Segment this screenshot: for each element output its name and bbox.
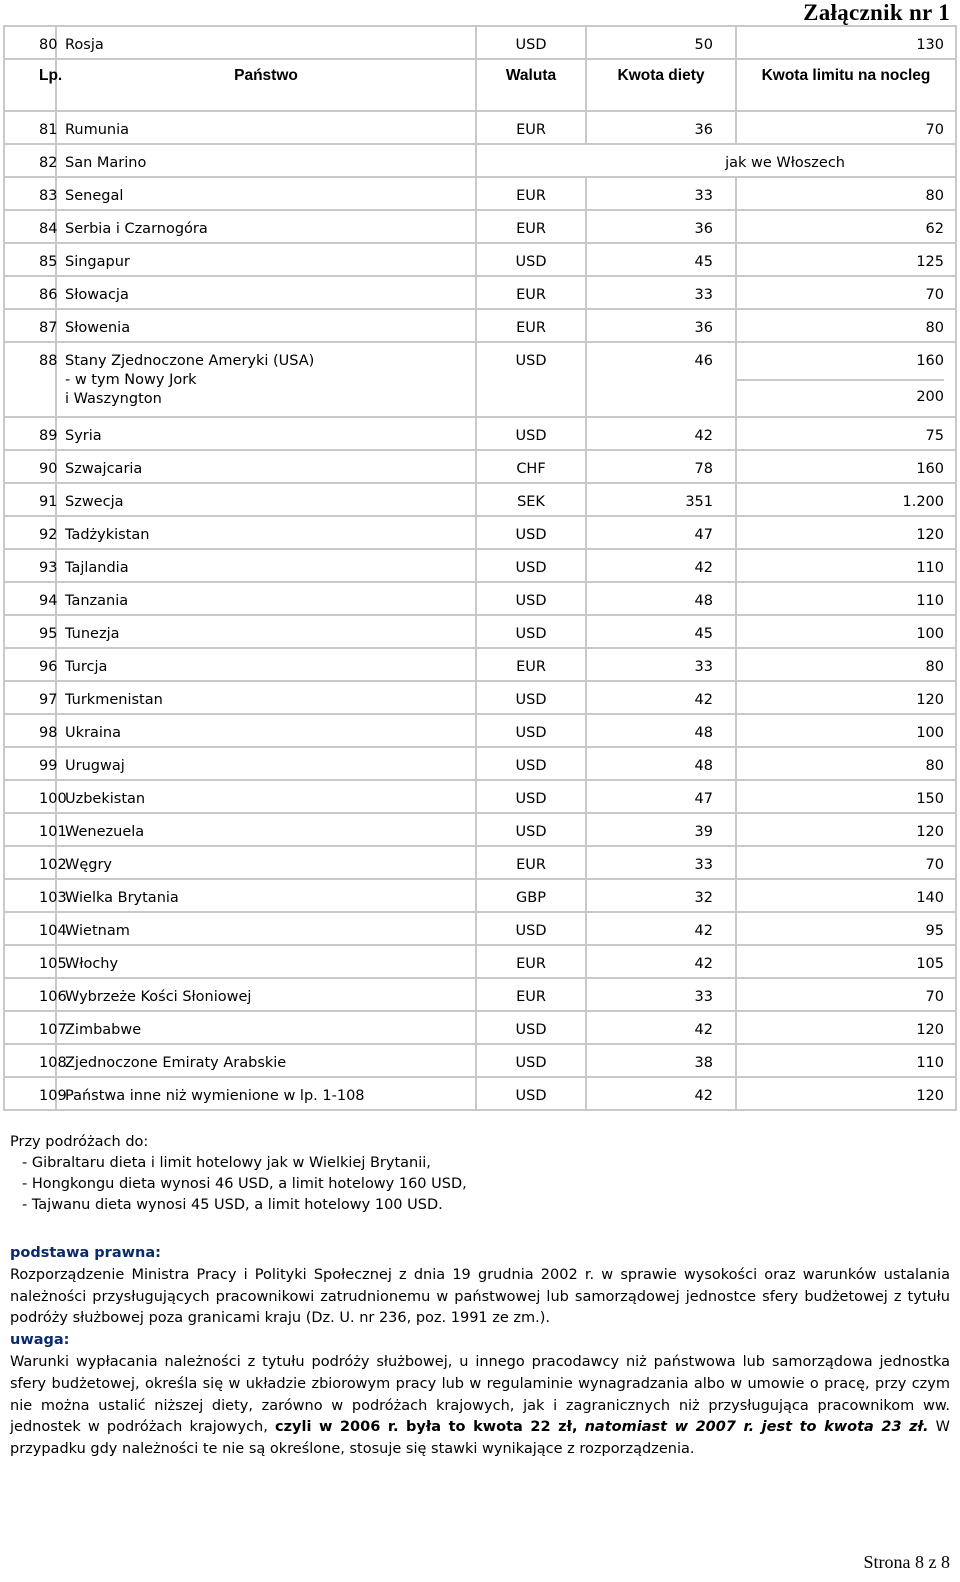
cell-diet: 33 bbox=[586, 846, 736, 879]
cell-limit: 120 bbox=[736, 1077, 956, 1110]
cell-diet: 351 bbox=[586, 483, 736, 516]
cell-lp: 87 bbox=[4, 309, 56, 342]
cell-diet: 36 bbox=[586, 210, 736, 243]
cell-country: Wielka Brytania bbox=[56, 879, 476, 912]
cell-lp: 92 bbox=[4, 516, 56, 549]
cell-limit: 100 bbox=[736, 714, 956, 747]
cell-country: Turkmenistan bbox=[56, 681, 476, 714]
cell-diet: 33 bbox=[586, 648, 736, 681]
cell-currency: GBP bbox=[476, 879, 586, 912]
cell-limit: 120 bbox=[736, 681, 956, 714]
table-row bbox=[4, 813, 956, 846]
table-row bbox=[4, 483, 956, 516]
cell-limit: 120 bbox=[736, 1011, 956, 1044]
cell-country: Uzbekistan bbox=[56, 780, 476, 813]
cell-country: Senegal bbox=[56, 177, 476, 210]
table-row-usa: 88 Stany Zjednoczone Ameryki (USA) - w tym Nowy Jork i Waszyngton USD 46 160 200 bbox=[4, 342, 956, 417]
cell-diet: 47 bbox=[586, 780, 736, 813]
allowance-table bbox=[3, 25, 957, 1111]
cell-lp: 96 bbox=[4, 648, 56, 681]
cell-lp: 105 bbox=[4, 945, 56, 978]
legal-section bbox=[10, 1243, 950, 1461]
cell-diet: 42 bbox=[586, 549, 736, 582]
cell-currency: USD bbox=[476, 549, 586, 582]
cell-country: Zjednoczone Emiraty Arabskie bbox=[56, 1044, 476, 1077]
cell-limit: 62 bbox=[736, 210, 956, 243]
cell-currency: CHF bbox=[476, 450, 586, 483]
cell-currency: EUR bbox=[476, 210, 586, 243]
cell-country: Zimbabwe bbox=[56, 1011, 476, 1044]
cell-limit: 110 bbox=[736, 1044, 956, 1077]
cell-diet: 47 bbox=[586, 516, 736, 549]
cell-lp: 104 bbox=[4, 912, 56, 945]
cell-diet: 42 bbox=[586, 681, 736, 714]
table-row bbox=[4, 210, 956, 243]
cell-country: Tunezja bbox=[56, 615, 476, 648]
table-row-san-marino: 82 San Marino jak we Włoszech bbox=[4, 144, 956, 177]
table-header-row bbox=[4, 59, 956, 111]
cell-limit: 70 bbox=[736, 276, 956, 309]
cell-lp: 103 bbox=[4, 879, 56, 912]
cell-country: Słowacja bbox=[56, 276, 476, 309]
cell-diet: 45 bbox=[586, 243, 736, 276]
table-row bbox=[4, 417, 956, 450]
cell-country: Tajlandia bbox=[56, 549, 476, 582]
usa-country: Stany Zjednoczone Ameryki (USA) bbox=[65, 353, 315, 369]
cell-diet: 39 bbox=[586, 813, 736, 846]
cell-currency: EUR bbox=[476, 945, 586, 978]
page-number: Strona 8 z 8 bbox=[863, 1552, 950, 1572]
header-lp: Lp. bbox=[4, 59, 56, 111]
header-country: Państwo bbox=[56, 59, 476, 111]
cell-limit: 140 bbox=[736, 879, 956, 912]
note-item: - Tajwanu dieta wynosi 45 USD, a limit hotelowy 100 USD. bbox=[22, 1197, 443, 1213]
cell-limit: 125 bbox=[736, 243, 956, 276]
cell-country: Ukraina bbox=[56, 714, 476, 747]
legal-basis-text: Rozporządzenie Ministra Pracy i Polityki Społecznej z dnia 19 grudnia 2002 r. w sprawie wysokości oraz warunków ustalania należności przysługujących pracownikowi zatrudnionemu w państwowej lub samorządowej jednostce sfery budżetowej z tytułu podróży służbowej poza granicami kraju (Dz. U. nr 236, poz. 1991 ze zm.). bbox=[10, 1266, 950, 1327]
cell-limit: 120 bbox=[736, 813, 956, 846]
cell-limit: 80 bbox=[736, 648, 956, 681]
cell-diet: 33 bbox=[586, 978, 736, 1011]
table-row bbox=[4, 177, 956, 210]
cell-limit: 70 bbox=[736, 846, 956, 879]
cell-currency: EUR bbox=[476, 276, 586, 309]
cell-diet: 48 bbox=[586, 747, 736, 780]
cell-limit: 110 bbox=[736, 582, 956, 615]
rows-group-b bbox=[4, 177, 956, 342]
cell-diet: 48 bbox=[586, 714, 736, 747]
cell-diet: 42 bbox=[586, 1077, 736, 1110]
cell-limit: 120 bbox=[736, 516, 956, 549]
cell-currency: USD bbox=[476, 615, 586, 648]
cell-country: Wybrzeże Kości Słoniowej bbox=[56, 978, 476, 1011]
cell-country: Urugwaj bbox=[56, 747, 476, 780]
table-row bbox=[4, 780, 956, 813]
header-diet: Kwota diety bbox=[586, 59, 736, 111]
note-label: uwaga: bbox=[10, 1332, 70, 1349]
cell-country: Szwajcaria bbox=[56, 450, 476, 483]
cell-country: Wenezuela bbox=[56, 813, 476, 846]
notes-intro: Przy podróżach do: bbox=[10, 1134, 149, 1150]
cell-limit: 75 bbox=[736, 417, 956, 450]
cell-diet: 42 bbox=[586, 417, 736, 450]
table-row bbox=[4, 714, 956, 747]
cell-lp: 95 bbox=[4, 615, 56, 648]
cell-currency: USD bbox=[476, 516, 586, 549]
cell-lp: 102 bbox=[4, 846, 56, 879]
cell-currency: USD bbox=[476, 813, 586, 846]
table-row bbox=[4, 648, 956, 681]
cell-lp: 85 bbox=[4, 243, 56, 276]
cell-lp: 100 bbox=[4, 780, 56, 813]
cell-limit: 100 bbox=[736, 615, 956, 648]
cell-limit: 105 bbox=[736, 945, 956, 978]
note-paragraph: Warunki wypłacania należności z tytułu podróży służbowej, u innego pracodawcy niż państwowa lub samorządowa jednostka sfery budżetowej, określa się w układzie zbiorowym pracy lub w regulaminie wynagradzania albo w umowie o pracę, przy czym nie można ustalić niższej diety, zarówno w podróżach krajowych, jak i zagranicznych niż przysługująca pracownikom ww. jednostek w podróżach krajowych, czyli w 2006 r. była to kwota 22 zł, natomiast w 2007 r. jest to kwota 23 zł. W przypadku gdy należności te nie są określone, stosuje się stawki wynikające z rozporządzenia. bbox=[10, 1353, 950, 1458]
table-row bbox=[4, 582, 956, 615]
table-row bbox=[4, 846, 956, 879]
cell-currency: USD bbox=[476, 681, 586, 714]
cell-country: Szwecja bbox=[56, 483, 476, 516]
cell-diet: 78 bbox=[586, 450, 736, 483]
cell-country: Włochy bbox=[56, 945, 476, 978]
table-row bbox=[4, 747, 956, 780]
cell-diet: 48 bbox=[586, 582, 736, 615]
cell-currency: EUR bbox=[476, 648, 586, 681]
cell-currency: USD bbox=[476, 582, 586, 615]
usa-sub-2: i Waszyngton bbox=[65, 391, 162, 407]
cell-currency: USD bbox=[476, 747, 586, 780]
table-row bbox=[4, 1044, 956, 1077]
cell-limit: 80 bbox=[736, 309, 956, 342]
cell-diet: 45 bbox=[586, 615, 736, 648]
table-row bbox=[4, 516, 956, 549]
table-row bbox=[4, 681, 956, 714]
cell-currency: USD bbox=[476, 780, 586, 813]
table-row: 80 Rosja USD 50 130 bbox=[4, 26, 956, 59]
cell-diet: 42 bbox=[586, 945, 736, 978]
table-row bbox=[4, 879, 956, 912]
cell-diet: 32 bbox=[586, 879, 736, 912]
cell-diet: 38 bbox=[586, 1044, 736, 1077]
rows-group-c bbox=[4, 417, 956, 1110]
cell-limit: 80 bbox=[736, 747, 956, 780]
table-row bbox=[4, 276, 956, 309]
cell-currency: USD bbox=[476, 912, 586, 945]
cell-currency: USD bbox=[476, 417, 586, 450]
cell-lp: 90 bbox=[4, 450, 56, 483]
table-row bbox=[4, 615, 956, 648]
cell-lp: 86 bbox=[4, 276, 56, 309]
header-limit: Kwota limitu na nocleg bbox=[736, 59, 956, 111]
cell-lp: 108 bbox=[4, 1044, 56, 1077]
cell-country: Singapur bbox=[56, 243, 476, 276]
cell-lp: 91 bbox=[4, 483, 56, 516]
cell-lp: 83 bbox=[4, 177, 56, 210]
cell-country: Turcja bbox=[56, 648, 476, 681]
cell-currency: EUR bbox=[476, 309, 586, 342]
cell-limit: 70 bbox=[736, 978, 956, 1011]
table-row bbox=[4, 912, 956, 945]
cell-country: Państwa inne niż wymienione w lp. 1-108 bbox=[56, 1077, 476, 1110]
cell-currency: USD bbox=[476, 1077, 586, 1110]
cell-lp: 101 bbox=[4, 813, 56, 846]
cell-currency: EUR bbox=[476, 846, 586, 879]
cell-diet: 36 bbox=[586, 309, 736, 342]
table-row bbox=[4, 549, 956, 582]
header-currency: Waluta bbox=[476, 59, 586, 111]
note-item: - Gibraltaru dieta i limit hotelowy jak w Wielkiej Brytanii, bbox=[22, 1155, 431, 1171]
cell-country: Słowenia bbox=[56, 309, 476, 342]
cell-diet: 42 bbox=[586, 912, 736, 945]
cell-lp: 109 bbox=[4, 1077, 56, 1110]
cell-currency: USD bbox=[476, 1011, 586, 1044]
table-row bbox=[4, 1011, 956, 1044]
cell-lp: 97 bbox=[4, 681, 56, 714]
usa-sub-1: - w tym Nowy Jork bbox=[65, 372, 197, 388]
legal-basis-label: podstawa prawna: bbox=[10, 1245, 161, 1261]
cell-country: Syria bbox=[56, 417, 476, 450]
cell-currency: EUR bbox=[476, 177, 586, 210]
cell-lp: 107 bbox=[4, 1011, 56, 1044]
usa-limit: 160 bbox=[916, 353, 944, 369]
cell-lp: 84 bbox=[4, 210, 56, 243]
table-row bbox=[4, 309, 956, 342]
travel-notes bbox=[10, 1132, 950, 1216]
cell-lp: 89 bbox=[4, 417, 56, 450]
cell-lp: 99 bbox=[4, 747, 56, 780]
cell-diet: 33 bbox=[586, 276, 736, 309]
cell-limit: 95 bbox=[736, 912, 956, 945]
cell-limit: 1.200 bbox=[736, 483, 956, 516]
cell-currency: USD bbox=[476, 1044, 586, 1077]
cell-country: Tadżykistan bbox=[56, 516, 476, 549]
cell-diet: 33 bbox=[586, 177, 736, 210]
cell-currency: EUR bbox=[476, 978, 586, 1011]
table-row: 81 Rumunia EUR 36 70 bbox=[4, 111, 956, 144]
cell-currency: USD bbox=[476, 714, 586, 747]
cell-limit: 150 bbox=[736, 780, 956, 813]
cell-country: Węgry bbox=[56, 846, 476, 879]
table-row bbox=[4, 978, 956, 1011]
note-item: - Hongkongu dieta wynosi 46 USD, a limit hotelowy 160 USD, bbox=[22, 1176, 467, 1192]
cell-lp: 106 bbox=[4, 978, 56, 1011]
table-row bbox=[4, 1077, 956, 1110]
cell-lp: 98 bbox=[4, 714, 56, 747]
cell-diet: 42 bbox=[586, 1011, 736, 1044]
table-row bbox=[4, 450, 956, 483]
cell-country: Tanzania bbox=[56, 582, 476, 615]
cell-limit: 110 bbox=[736, 549, 956, 582]
cell-limit: 160 bbox=[736, 450, 956, 483]
cell-country: Serbia i Czarnogóra bbox=[56, 210, 476, 243]
table-row bbox=[4, 243, 956, 276]
cell-currency: SEK bbox=[476, 483, 586, 516]
appendix-title: Załącznik nr 1 bbox=[803, 0, 950, 25]
cell-country: Wietnam bbox=[56, 912, 476, 945]
san-marino-note: jak we Włoszech bbox=[476, 144, 956, 177]
cell-currency: USD bbox=[476, 243, 586, 276]
table-row bbox=[4, 945, 956, 978]
cell-lp: 93 bbox=[4, 549, 56, 582]
usa-limit-ny: 200 bbox=[737, 379, 944, 407]
cell-lp: 94 bbox=[4, 582, 56, 615]
cell-limit: 80 bbox=[736, 177, 956, 210]
